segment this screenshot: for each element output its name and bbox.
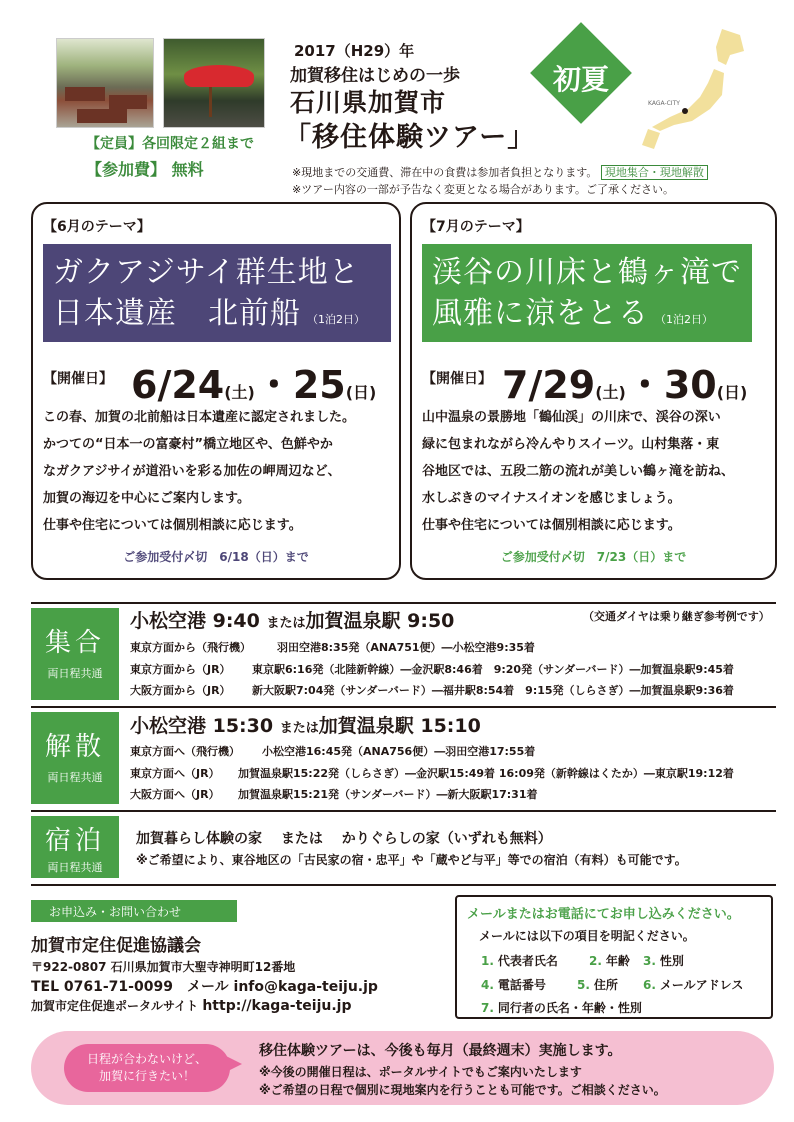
assembly-label: 集合 xyxy=(44,628,105,658)
mail-item-num: 6. xyxy=(643,978,656,992)
stay-label-box xyxy=(31,816,119,878)
dissolve-from: 大阪方面へ（JR） xyxy=(130,788,220,801)
tel-mail: TEL 0761-71-0099 メール info@kaga-teiju.jp xyxy=(31,979,378,995)
mail-instructions-box xyxy=(455,895,773,1019)
june-title-line1: ガクアジサイ群生地と xyxy=(53,255,360,290)
map-label: KAGA-CITY xyxy=(648,100,680,107)
organization-name: 加賀市定住促進協議会 xyxy=(31,936,201,956)
fee-text: 【参加費】 無料 xyxy=(86,160,204,179)
mail-item xyxy=(481,952,558,969)
june-title-line2-text: 日本遺産 北前船 xyxy=(53,296,301,331)
dissolve-route: 小松空港16:45発（ANA756便）―羽田空港17:55着 xyxy=(262,745,536,758)
mail-intro: メールには以下の項目を明記ください。 xyxy=(479,929,695,943)
footer-note1: ※今後の開催日程は、ポータルサイトでもご案内いたします xyxy=(259,1065,582,1079)
notice-cost xyxy=(292,164,708,180)
june-date-sep: ・25 xyxy=(254,363,346,407)
stay-line2: ※ご希望により、東谷地区の「古民家の宿・忠平」や「蔵やど与平」等での宿泊（有料）も可能です。 xyxy=(136,853,687,867)
speech-bubble-tail xyxy=(226,1056,242,1072)
mail-item-text: メールアドレス xyxy=(659,978,744,992)
july-dow2: (日) xyxy=(716,383,748,402)
portal-site xyxy=(31,997,351,1014)
july-body-line: 山中温泉の景勝地「鶴仙渓」の川床で、渓谷の深い xyxy=(422,410,721,425)
mail-item xyxy=(589,952,630,969)
contact-tab: お申込み・お問い合わせ xyxy=(31,900,237,922)
july-body-line: 谷地区では、五段二筋の流れが美しい鶴ヶ滝を訪ね、 xyxy=(422,464,735,479)
notice-cost-text: ※現地までの交通費、滞在中の食費は参加者負担となります。 xyxy=(292,166,598,179)
portal-label: 加賀市定住促進ポータルサイト xyxy=(31,999,203,1013)
assembly-common: 両日程共通 xyxy=(47,667,103,680)
mail-item xyxy=(481,976,546,993)
assembly-from: 東京方面から（JR） xyxy=(130,663,231,676)
dissolve-title-a: 小松空港 15:30 xyxy=(130,715,280,737)
dissolve-common: 両日程共通 xyxy=(47,771,103,784)
mail-item-text: 同行者の氏名・年齢・性別 xyxy=(497,1001,642,1015)
june-date xyxy=(131,354,376,409)
bubble-line2: 加賀に行きたい！ xyxy=(98,1069,195,1083)
dissolve-title-b: 加賀温泉駅 15:10 xyxy=(318,715,481,737)
june-description xyxy=(43,404,393,539)
notice-change: ※ツアー内容の一部が予告なく変更となる場合があります。ご了承ください。 xyxy=(292,183,675,196)
section-divider xyxy=(31,602,776,604)
july-title-line2 xyxy=(432,293,744,340)
july-title-line2-text: 風雅に涼をとる xyxy=(432,296,649,331)
page-title: 「移住体験ツアー」 xyxy=(284,122,536,153)
june-date-label: 【開催日】 xyxy=(43,371,113,387)
june-body-line: かつての“日本一の富豪村”橋立地区や、色鮮やか xyxy=(43,437,333,452)
japan-map-icon xyxy=(630,25,750,155)
mail-item-text: 住所 xyxy=(593,978,618,992)
assembly-label-box xyxy=(31,608,119,700)
june-dow1: (土) xyxy=(224,383,255,402)
mail-item-num: 2. xyxy=(589,954,602,968)
mail-item-num: 7. xyxy=(481,1001,494,1015)
july-date-main: 7/29 xyxy=(502,363,596,407)
june-date-main: 6/24 xyxy=(131,363,225,407)
subtitle: 加賀移住はじめの一歩 xyxy=(290,66,460,86)
july-dow1: (土) xyxy=(595,383,626,402)
june-body-line: この春、加賀の北前船は日本遺産に認定されました。 xyxy=(43,410,356,425)
mail-item-num: 3. xyxy=(643,954,656,968)
stay-label: 宿泊 xyxy=(44,826,105,856)
assembly-from: 東京方面から（飛行機） xyxy=(130,641,251,654)
mail-item-num: 5. xyxy=(577,978,590,992)
mail-item-text: 年齢 xyxy=(605,954,630,968)
dissolve-label: 解散 xyxy=(44,732,105,762)
assembly-from: 大阪方面から（JR） xyxy=(130,684,231,697)
section-divider xyxy=(31,706,776,708)
dissolve-label-box xyxy=(31,712,119,804)
july-date-label: 【開催日】 xyxy=(422,371,492,387)
july-title-line1: 渓谷の川床と鶴ヶ滝で xyxy=(432,255,742,290)
dissolve-route: 加賀温泉駅15:21発（サンダーバード）―新大阪駅17:31着 xyxy=(238,788,538,801)
june-body-line: なガクアジサイが道沿いを彩る加佐の岬周辺など、 xyxy=(43,464,341,479)
mail-item xyxy=(577,976,618,993)
mail-item xyxy=(643,976,743,993)
mail-item-text: 性別 xyxy=(659,954,684,968)
july-body-line: 緑に包まれながら冷んやりスイーツ。山村集落・東 xyxy=(422,437,720,452)
stay-common: 両日程共通 xyxy=(47,861,103,874)
city-title: 石川県加賀市 xyxy=(290,88,447,117)
july-deadline: ご参加受付〆切 7/23（日）まで xyxy=(500,550,687,564)
footer-note2: ※ご希望の日程で個別に現地案内を行うことも可能です。ご相談ください。 xyxy=(259,1083,666,1097)
mail-item-num: 1. xyxy=(481,954,494,968)
july-body-line: 水しぶきのマイナスイオンを感じましょう。 xyxy=(422,491,681,506)
address: 〒922-0807 石川県加賀市大聖寺神明町12番地 xyxy=(31,960,296,974)
june-label: 【6月のテーマ】 xyxy=(43,219,151,235)
capacity-text: 【定員】各回限定２組まで xyxy=(86,136,254,152)
mail-item-text: 電話番号 xyxy=(497,978,546,992)
june-stay: （1泊2日） xyxy=(307,313,365,326)
bubble-line1: 日程が合わないけど、 xyxy=(86,1052,207,1066)
assembly-route: 新大阪駅7:04発（サンダーバード）―福井駅8:54着 9:15発（しらさぎ）―加賀温泉駅9:36着 xyxy=(252,684,734,697)
mail-title: メールまたはお電話にてお申し込みください。 xyxy=(467,907,740,922)
june-deadline: ご参加受付〆切 6/18（日）まで xyxy=(123,550,309,564)
dissolve-from: 東京方面へ（飛行機） xyxy=(130,745,240,758)
assembly-title xyxy=(130,606,454,633)
footer-monthly: 移住体験ツアーは、今後も毎月（最終週末）実施します。 xyxy=(259,1043,622,1059)
assembly-title-mid: または xyxy=(266,616,306,631)
mail-item-text: 代表者氏名 xyxy=(497,954,558,968)
speech-bubble xyxy=(64,1044,230,1092)
july-body-line: 仕事や住宅については個別相談に応じます。 xyxy=(422,518,681,533)
timetable-note: （交通ダイヤは乗り継ぎ参考例です） xyxy=(583,610,770,623)
mail-item-num: 4. xyxy=(481,978,494,992)
july-description xyxy=(422,404,770,539)
mail-item xyxy=(481,999,642,1016)
village-photo xyxy=(56,38,154,128)
dissolve-title-mid: または xyxy=(279,721,319,736)
june-title-line2 xyxy=(53,293,383,340)
section-divider xyxy=(31,884,776,886)
assembly-title-b: 加賀温泉駅 9:50 xyxy=(305,610,455,632)
july-date-sep: ・30 xyxy=(625,363,717,407)
july-theme-box xyxy=(410,202,777,580)
section-divider xyxy=(31,810,776,812)
june-body-line: 加賀の海辺を中心にご案内します。 xyxy=(43,491,250,506)
riverside-photo xyxy=(163,38,265,128)
season-label: 初夏 xyxy=(552,63,609,96)
assembly-route: 東京駅6:16発（北陸新幹線）―金沢駅8:46着 9:20発（サンダーバード）―加賀温泉駅9:45着 xyxy=(252,663,734,676)
dissolve-title xyxy=(130,711,481,738)
assembly-title-a: 小松空港 9:40 xyxy=(130,610,267,632)
onsite-tag: 現地集合・現地解散 xyxy=(601,165,708,180)
dissolve-route: 加賀温泉駅15:22発（しらさぎ）―金沢駅15:49着 16:09発（新幹線はくたか）―東京駅19:12着 xyxy=(238,767,734,780)
dissolve-from: 東京方面へ（JR） xyxy=(130,767,220,780)
year-text: 2017（H29）年 xyxy=(294,42,415,60)
july-date xyxy=(502,354,747,409)
june-body-line: 仕事や住宅については個別相談に応じます。 xyxy=(43,518,302,533)
june-banner xyxy=(43,244,391,342)
june-dow2: (日) xyxy=(345,383,377,402)
portal-url[interactable]: http://kaga-teiju.jp xyxy=(202,998,352,1014)
assembly-route: 羽田空港8:35発（ANA751便）―小松空港9:35着 xyxy=(277,641,535,654)
stay-line1: 加賀暮らし体験の家 または かりぐらしの家（いずれも無料） xyxy=(136,831,552,847)
june-theme-box xyxy=(31,202,401,580)
mail-item xyxy=(643,952,684,969)
july-banner xyxy=(422,244,752,342)
july-label: 【7月のテーマ】 xyxy=(422,219,530,235)
july-stay: （1泊2日） xyxy=(655,313,713,326)
